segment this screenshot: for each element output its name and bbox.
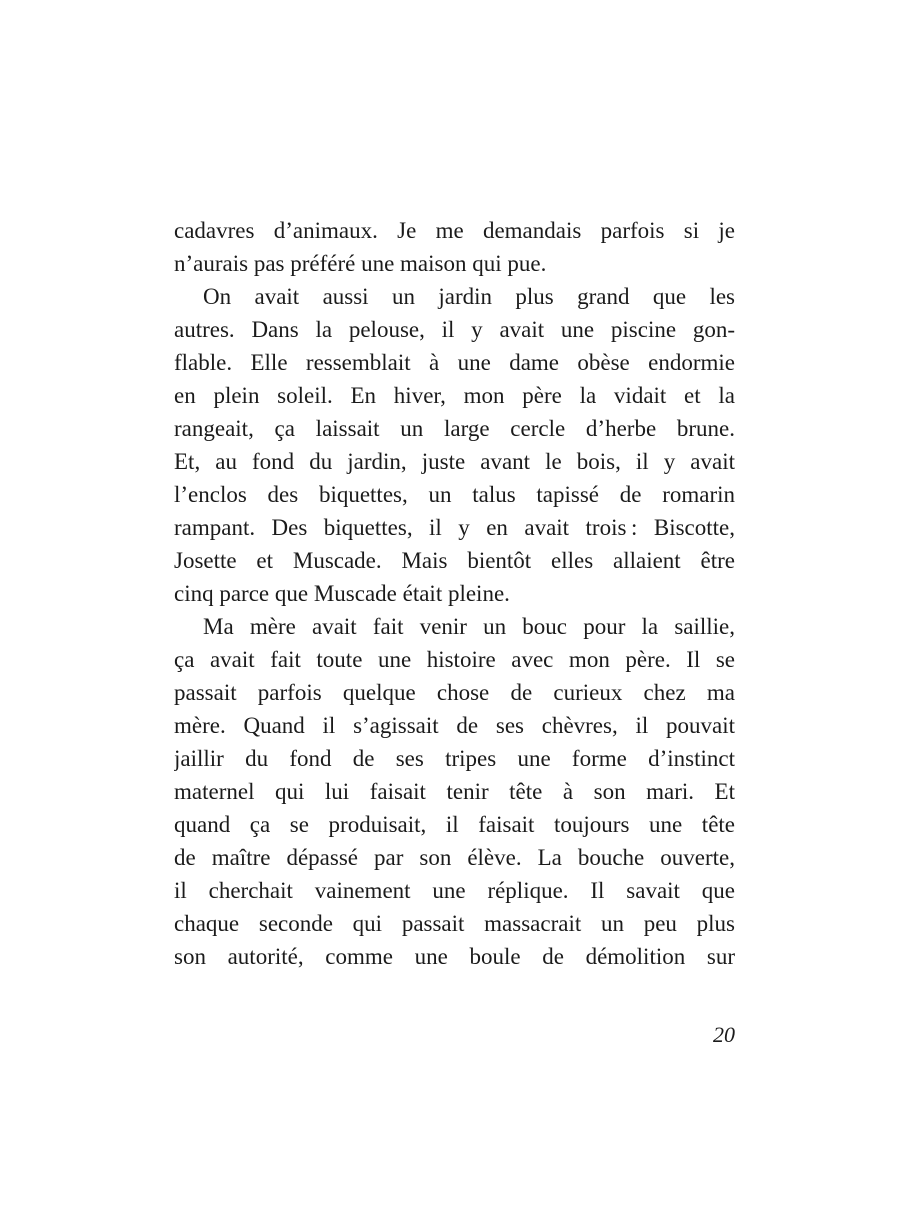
text-line: l’enclos des biquettes, un talus tapissé de romarin [174,482,735,507]
page-text [174,214,735,973]
text-line: Et, au fond du jardin, juste avant le bois, il y avait [174,449,735,474]
text-line: maternel qui lui faisait tenir tête à son mari. Et [174,779,735,804]
page-number: 20 [713,1022,735,1047]
text-line: mère. Quand il s’agissait de ses chèvres, il pouvait [174,713,735,738]
text-line: rangeait, ça laissait un large cercle d’herbe brune. [174,416,735,441]
text-line: Ma mère avait fait venir un bouc pour la saillie, [203,614,735,639]
text-line: cadavres d’animaux. Je me demandais parfois si je [174,218,735,243]
text-line: autres. Dans la pelouse, il y avait une piscine gon- [174,317,735,342]
text-line: Josette et Muscade. Mais bientôt elles allaient être [174,548,735,573]
text-line: On avait aussi un jardin plus grand que les [203,284,735,309]
text-line: n’aurais pas préféré une maison qui pue. [174,251,547,276]
text-line: il cherchait vainement une réplique. Il savait que [174,878,735,903]
text-line: passait parfois quelque chose de curieux chez ma [174,680,735,705]
text-line: rampant. Des biquettes, il y en avait trois : Biscotte, [174,515,735,540]
text-line: ça avait fait toute une histoire avec mon père. Il se [174,647,735,672]
text-line: quand ça se produisait, il faisait toujours une tête [174,812,735,837]
text-line: de maître dépassé par son élève. La bouche ouverte, [174,845,735,870]
text-line: son autorité, comme une boule de démolition sur [174,944,735,969]
text-line: cinq parce que Muscade était pleine. [174,581,510,606]
text-line: chaque seconde qui passait massacrait un peu plus [174,911,735,936]
text-line: flable. Elle ressemblait à une dame obèse endormie [174,350,735,375]
text-line: en plein soleil. En hiver, mon père la vidait et la [174,383,735,408]
text-line: jaillir du fond de ses tripes une forme d’instinct [174,746,735,771]
